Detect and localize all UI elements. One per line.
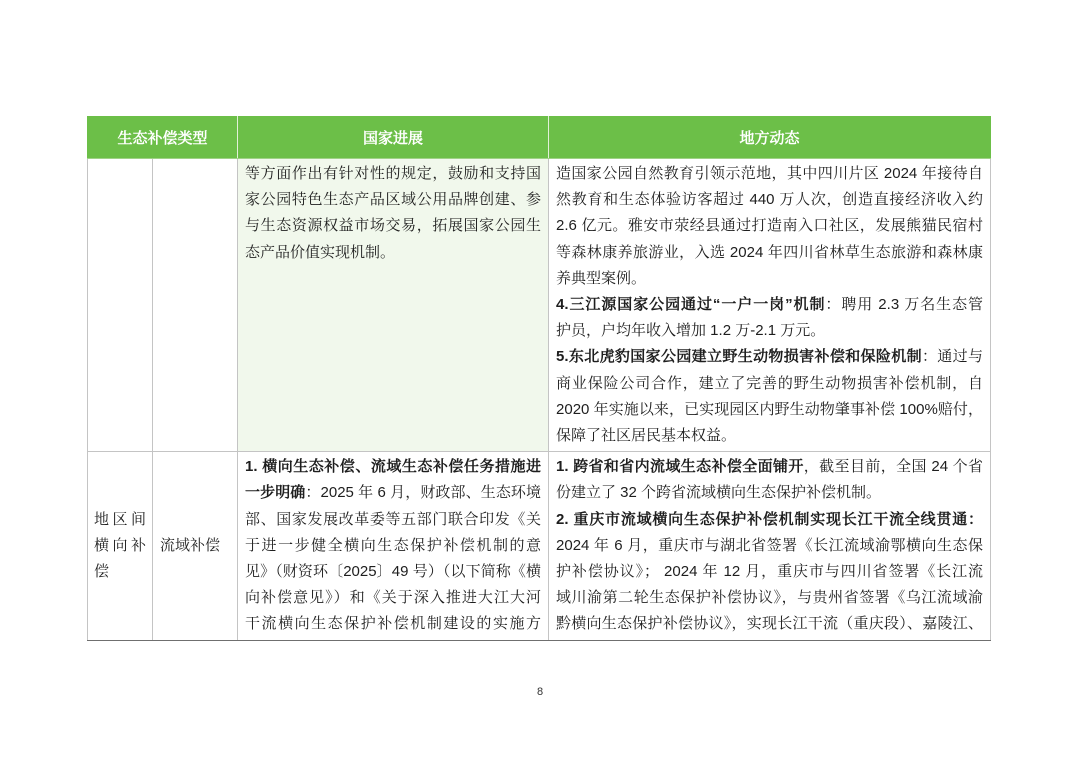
text-line	[245, 187, 541, 213]
text-line	[556, 292, 983, 318]
text-run: 2020 年实施以来，已实现园区内野生动物肇事补偿 100%赔付，	[556, 400, 984, 418]
local-updates-cell	[549, 159, 991, 452]
category-line: 横向补	[94, 536, 146, 554]
category-line: 地区间	[94, 510, 146, 528]
text-run: 保障了社区居民基本权益。	[556, 427, 737, 445]
text-run: 家公园特色生态产品区域公用品牌创建、参	[245, 191, 542, 209]
text-line	[556, 423, 983, 449]
bold-text-run: 1. 跨省和省内流域生态补偿全面铺开	[556, 458, 804, 476]
bold-text-run: 4.三江源国家公园通过“一户一岗”机制	[556, 296, 826, 314]
text-run: 然教育和生态体验访客超过 440 万人次，创造直接经济收入约	[556, 191, 984, 209]
paragraph	[245, 454, 541, 637]
text-line	[245, 213, 541, 239]
text-line	[556, 187, 983, 213]
bold-text-run: 5.东北虎豹国家公园建立野生动物损害补偿和保险机制	[556, 348, 922, 366]
category-line: 偿	[94, 563, 110, 581]
table-row	[88, 159, 991, 452]
header-compensation-type: 生态补偿类型	[88, 117, 238, 159]
text-run: ：通过与	[921, 348, 984, 366]
text-run: 等森林康养旅游业，入选 2024 年四川省林草生态旅游和森林康	[556, 243, 984, 261]
text-line	[556, 213, 983, 239]
subcategory-cell: 流域补偿	[153, 452, 238, 640]
text-line	[245, 480, 541, 506]
text-run: ：聘用 2.3 万名生态管	[825, 296, 984, 314]
text-line	[556, 161, 983, 187]
text-line	[556, 559, 983, 585]
bold-text-run: 一步明确	[245, 484, 306, 502]
subcategory-cell	[153, 159, 238, 452]
text-run: 见》（财资环〔2025〕49 号）（以下简称《横	[245, 563, 542, 581]
paragraph	[556, 507, 983, 638]
header-national-progress: 国家进展	[238, 117, 549, 159]
text-run: 与生态资源权益市场交易，拓展国家公园生	[245, 217, 542, 235]
text-run: 向补偿意见》）和《关于深入推进大江大河	[245, 589, 542, 607]
text-run: 养典型案例。	[556, 269, 647, 287]
text-line	[556, 318, 983, 344]
text-run: 护补偿协议》； 2024 年 12 月，重庆市与四川省签署《长江流	[556, 563, 984, 581]
header-local-updates: 地方动态	[549, 117, 991, 159]
text-run: 域川渝第二轮生态保护补偿协议》，与贵州省签署《乌江流域渝	[556, 589, 984, 607]
compensation-table	[87, 116, 991, 641]
text-line	[245, 533, 541, 559]
paragraph	[556, 454, 983, 506]
text-run: 等方面作出有针对性的规定，鼓励和支持国	[245, 165, 542, 182]
national-progress-cell	[238, 452, 549, 640]
text-line	[556, 480, 983, 506]
local-updates-cell	[549, 452, 991, 640]
text-run: 商业保险公司合作，建立了完善的野生动物损害补偿机制，自	[556, 374, 984, 392]
text-run: 2.6 亿元。雅安市荥经县通过打造南入口社区，发展熊猫民宿村	[556, 217, 984, 235]
text-line	[556, 507, 983, 533]
text-line	[556, 533, 983, 559]
text-run: 份建立了 32 个跨省流域横向生态保护补偿机制。	[556, 484, 882, 502]
text-run: 态产品价值实现机制。	[245, 243, 396, 261]
text-line	[245, 454, 541, 480]
table-header-row	[88, 117, 991, 159]
paragraph	[556, 292, 983, 344]
text-line	[556, 454, 983, 480]
category-cell	[88, 159, 153, 452]
page-number: 8	[536, 686, 544, 698]
national-progress-cell	[238, 159, 549, 452]
bold-text-run: 2. 重庆市流域横向生态保护补偿机制实现长江干流全线贯通：	[556, 510, 984, 528]
text-run: 2024 年 6 月，重庆市与湖北省签署《长江流域渝鄂横向生态保	[556, 536, 984, 554]
text-line	[245, 507, 541, 533]
text-run: 黔横向生态保护补偿协议》，实现长江干流（重庆段）、嘉陵江、	[556, 615, 984, 633]
bold-text-run: 1. 横向生态补偿、流域生态补偿任务措施进	[245, 458, 542, 476]
text-line	[556, 585, 983, 611]
text-line	[245, 240, 541, 266]
text-line	[556, 266, 983, 292]
text-line	[245, 585, 541, 611]
text-line	[245, 611, 541, 637]
paragraph	[556, 344, 983, 449]
text-run: 护员，户均年收入增加 1.2 万-2.1 万元。	[556, 322, 826, 340]
text-line	[245, 559, 541, 585]
text-run: 干流横向生态保护补偿机制建设的实施方	[245, 615, 542, 633]
text-line	[245, 161, 541, 187]
text-line	[556, 611, 983, 637]
text-run: ：2025 年 6 月，财政部、生态环境	[305, 484, 542, 502]
text-run: 于进一步健全横向生态保护补偿机制的意	[245, 536, 542, 554]
text-line	[556, 344, 983, 370]
category-cell	[88, 452, 153, 640]
text-line	[556, 240, 983, 266]
text-run: ，截至目前，全国 24 个省	[803, 458, 984, 476]
text-line	[556, 397, 983, 423]
table-row	[88, 452, 991, 640]
text-run: 部、国家发展改革委等五部门联合印发《关	[245, 510, 542, 528]
paragraph	[556, 161, 983, 292]
paragraph	[245, 161, 541, 266]
text-run: 造国家公园自然教育引领示范地，其中四川片区 2024 年接待自	[556, 165, 984, 182]
text-line	[556, 371, 983, 397]
